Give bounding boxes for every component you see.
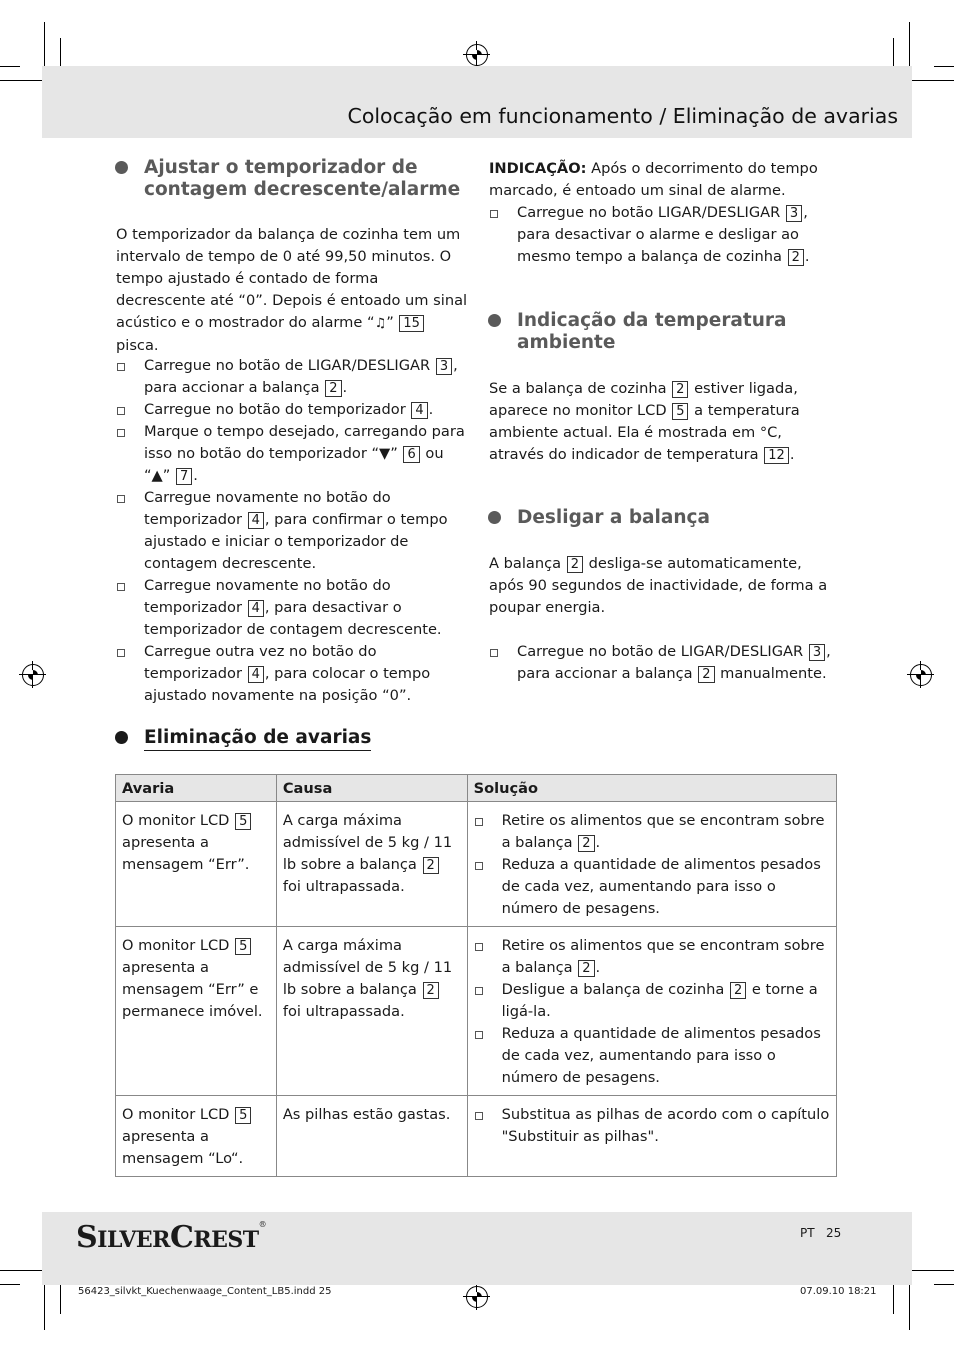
list-item: Substitua as pilhas de acordo com o capítulo "Substituir as pilhas".: [474, 1104, 830, 1148]
ref-number: 4: [248, 666, 264, 683]
ref-number: 6: [403, 446, 419, 463]
crop-mark: [909, 22, 910, 68]
note-steps: [489, 202, 839, 268]
timer-steps: [116, 355, 468, 707]
table-header-row: [116, 775, 837, 802]
language-code: PT: [800, 1226, 815, 1240]
switch-off-heading: Desligar a balança: [517, 507, 837, 529]
list-item: Reduza a quantidade de alimentos pesados de cada vez, aumentando para isso o número de pesagens.: [474, 854, 830, 920]
ref-number: 7: [176, 468, 192, 485]
solution-list: [474, 1104, 830, 1148]
switch-off-text: A balança 2 desliga-se automaticamente, após 90 segundos de inactividade, de forma a poupar energia.: [489, 555, 828, 616]
ref-number: 2: [578, 960, 594, 977]
list-item: Retire os alimentos que se encontram sobre a balança 2 .: [474, 935, 830, 979]
list-item: Retire os alimentos que se encontram sobre a balança 2 .: [474, 810, 830, 854]
registration-mark-icon: [910, 664, 932, 686]
page-title: Colocação em funcionamento / Eliminação de avarias: [347, 104, 898, 128]
page-number: 25: [826, 1226, 842, 1240]
ref-number: 3: [436, 358, 452, 375]
section-bullet-icon: [488, 314, 501, 327]
fault-cell: O monitor LCD 5 apresenta a mensagem “Err”.: [116, 802, 277, 927]
switch-off-steps: [489, 641, 839, 685]
crop-mark: [934, 66, 954, 67]
timer-heading: Ajustar o temporizador de contagem decrescente/alarme: [144, 157, 474, 201]
solution-list: [474, 810, 830, 920]
solution-list: [474, 935, 830, 1089]
ref-number: 5: [672, 403, 688, 420]
table-row: [116, 802, 837, 927]
crop-mark: [44, 22, 45, 68]
list-item: Carregue no botão de LIGAR/DESLIGAR 3 , para accionar a balança 2 manualmente.: [489, 641, 839, 685]
solution-cell: [467, 927, 836, 1096]
file-slug: 56423_silvkt_Kuechenwaage_Content_LB5.indd 25: [78, 1286, 332, 1297]
crop-mark: [44, 1284, 45, 1330]
ref-number: 2: [672, 381, 688, 398]
troubleshooting-table: [115, 774, 837, 1177]
section-bullet-icon: [115, 731, 128, 744]
brand-logo: SILVERCREST®: [76, 1220, 267, 1255]
crop-mark: [0, 66, 20, 67]
alarm-icon: ♫: [374, 316, 387, 331]
list-item: Carregue no botão de LIGAR/DESLIGAR 3 , para accionar a balança 2 .: [116, 355, 468, 399]
cause-cell: A carga máxima admissível de 5 kg / 11 lb sobre a balança 2 foi ultrapassada.: [276, 927, 467, 1096]
table-row: [116, 927, 837, 1096]
crop-mark: [893, 1284, 894, 1314]
ref-number: 2: [788, 249, 804, 266]
fault-cell: O monitor LCD 5 apresenta a mensagem “Err” e permanece imóvel.: [116, 927, 277, 1096]
ref-number: 3: [809, 644, 825, 661]
ref-number: 12: [764, 447, 789, 464]
list-item: Carregue no botão LIGAR/DESLIGAR 3 , para desactivar o alarme e desligar ao mesmo tempo a balança de cozinha 2 .: [489, 202, 839, 268]
ref-number: 2: [325, 380, 341, 397]
registration-mark-icon: [466, 1286, 488, 1308]
ref-number: 5: [235, 938, 251, 955]
list-item: Carregue novamente no botão do temporizador 4 , para confirmar o tempo ajustado e iniciar o temporizador de contagem decrescente.: [116, 487, 468, 575]
crop-mark: [934, 1284, 954, 1285]
fault-cell: O monitor LCD 5 apresenta a mensagem “Lo“.: [116, 1096, 277, 1177]
crop-mark: [0, 1284, 20, 1285]
list-item: Carregue no botão do temporizador 4 .: [116, 399, 468, 421]
note-paragraph: INDICAÇÃO: Após o decorrimento do tempo marcado, é entoado um sinal de alarme.: [489, 160, 818, 199]
ref-number: 4: [248, 512, 264, 529]
temperature-heading: Indicação da temperatura ambiente: [517, 310, 837, 354]
crop-mark: [60, 1284, 61, 1314]
date-slug: 07.09.10 18:21: [800, 1286, 877, 1297]
cause-cell: As pilhas estão gastas.: [276, 1096, 467, 1177]
list-item: Carregue novamente no botão do temporizador 4 , para desactivar o temporizador de contagem decrescente.: [116, 575, 468, 641]
cause-cell: A carga máxima admissível de 5 kg / 11 lb sobre a balança 2 foi ultrapassada.: [276, 802, 467, 927]
registration-mark-icon: [466, 44, 488, 66]
ref-number: 4: [411, 402, 427, 419]
crop-mark: [60, 38, 61, 68]
column-header: Causa: [276, 775, 467, 802]
list-item: Reduza a quantidade de alimentos pesados de cada vez, aumentando para isso o número de pesagens.: [474, 1023, 830, 1089]
crop-mark: [893, 38, 894, 68]
temperature-text: Se a balança de cozinha 2 estiver ligada, aparece no monitor LCD 5 a temperatura ambiente actual. Ela é mostrada em °C, através do indicador de temperatura 12 .: [489, 380, 800, 463]
section-bullet-icon: [488, 511, 501, 524]
solution-cell: [467, 802, 836, 927]
column-header: Avaria: [116, 775, 277, 802]
ref-number: 2: [578, 835, 594, 852]
timer-intro: O temporizador da balança de cozinha tem um intervalo de tempo de 0 até 99,50 minutos. O tempo ajustado é contado de forma decrescente até “0”. Depois é entoado um sinal acústico e o mostrador do alarme “♫” 15 pisca.: [116, 226, 468, 354]
ref-number: 2: [567, 556, 583, 573]
ref-number: 4: [248, 600, 264, 617]
ref-number: 5: [235, 813, 251, 830]
ref-number: 15: [399, 315, 424, 332]
ref-number: 3: [786, 205, 802, 222]
solution-cell: [467, 1096, 836, 1177]
crop-mark: [0, 1270, 46, 1271]
list-item: Desligue a balança de cozinha 2 e torne a ligá-la.: [474, 979, 830, 1023]
ref-number: 2: [423, 982, 439, 999]
column-header: Solução: [467, 775, 836, 802]
crop-mark: [0, 80, 46, 81]
troubleshooting-heading: Eliminação de avarias: [144, 727, 371, 751]
section-bullet-icon: [115, 161, 128, 174]
registration-mark-icon: [22, 664, 44, 686]
list-item: Carregue outra vez no botão do temporizador 4 , para colocar o tempo ajustado novamente na posição “0”.: [116, 641, 468, 707]
ref-number: 5: [235, 1107, 251, 1124]
ref-number: 2: [730, 982, 746, 999]
crop-mark: [909, 1284, 910, 1330]
list-item: Marque o tempo desejado, carregando para isso no botão do temporizador “▼” 6 ou “▲” 7 .: [116, 421, 468, 487]
crop-mark: [908, 80, 954, 81]
ref-number: 2: [423, 857, 439, 874]
crop-mark: [908, 1270, 954, 1271]
table-row: [116, 1096, 837, 1177]
ref-number: 2: [698, 666, 714, 683]
